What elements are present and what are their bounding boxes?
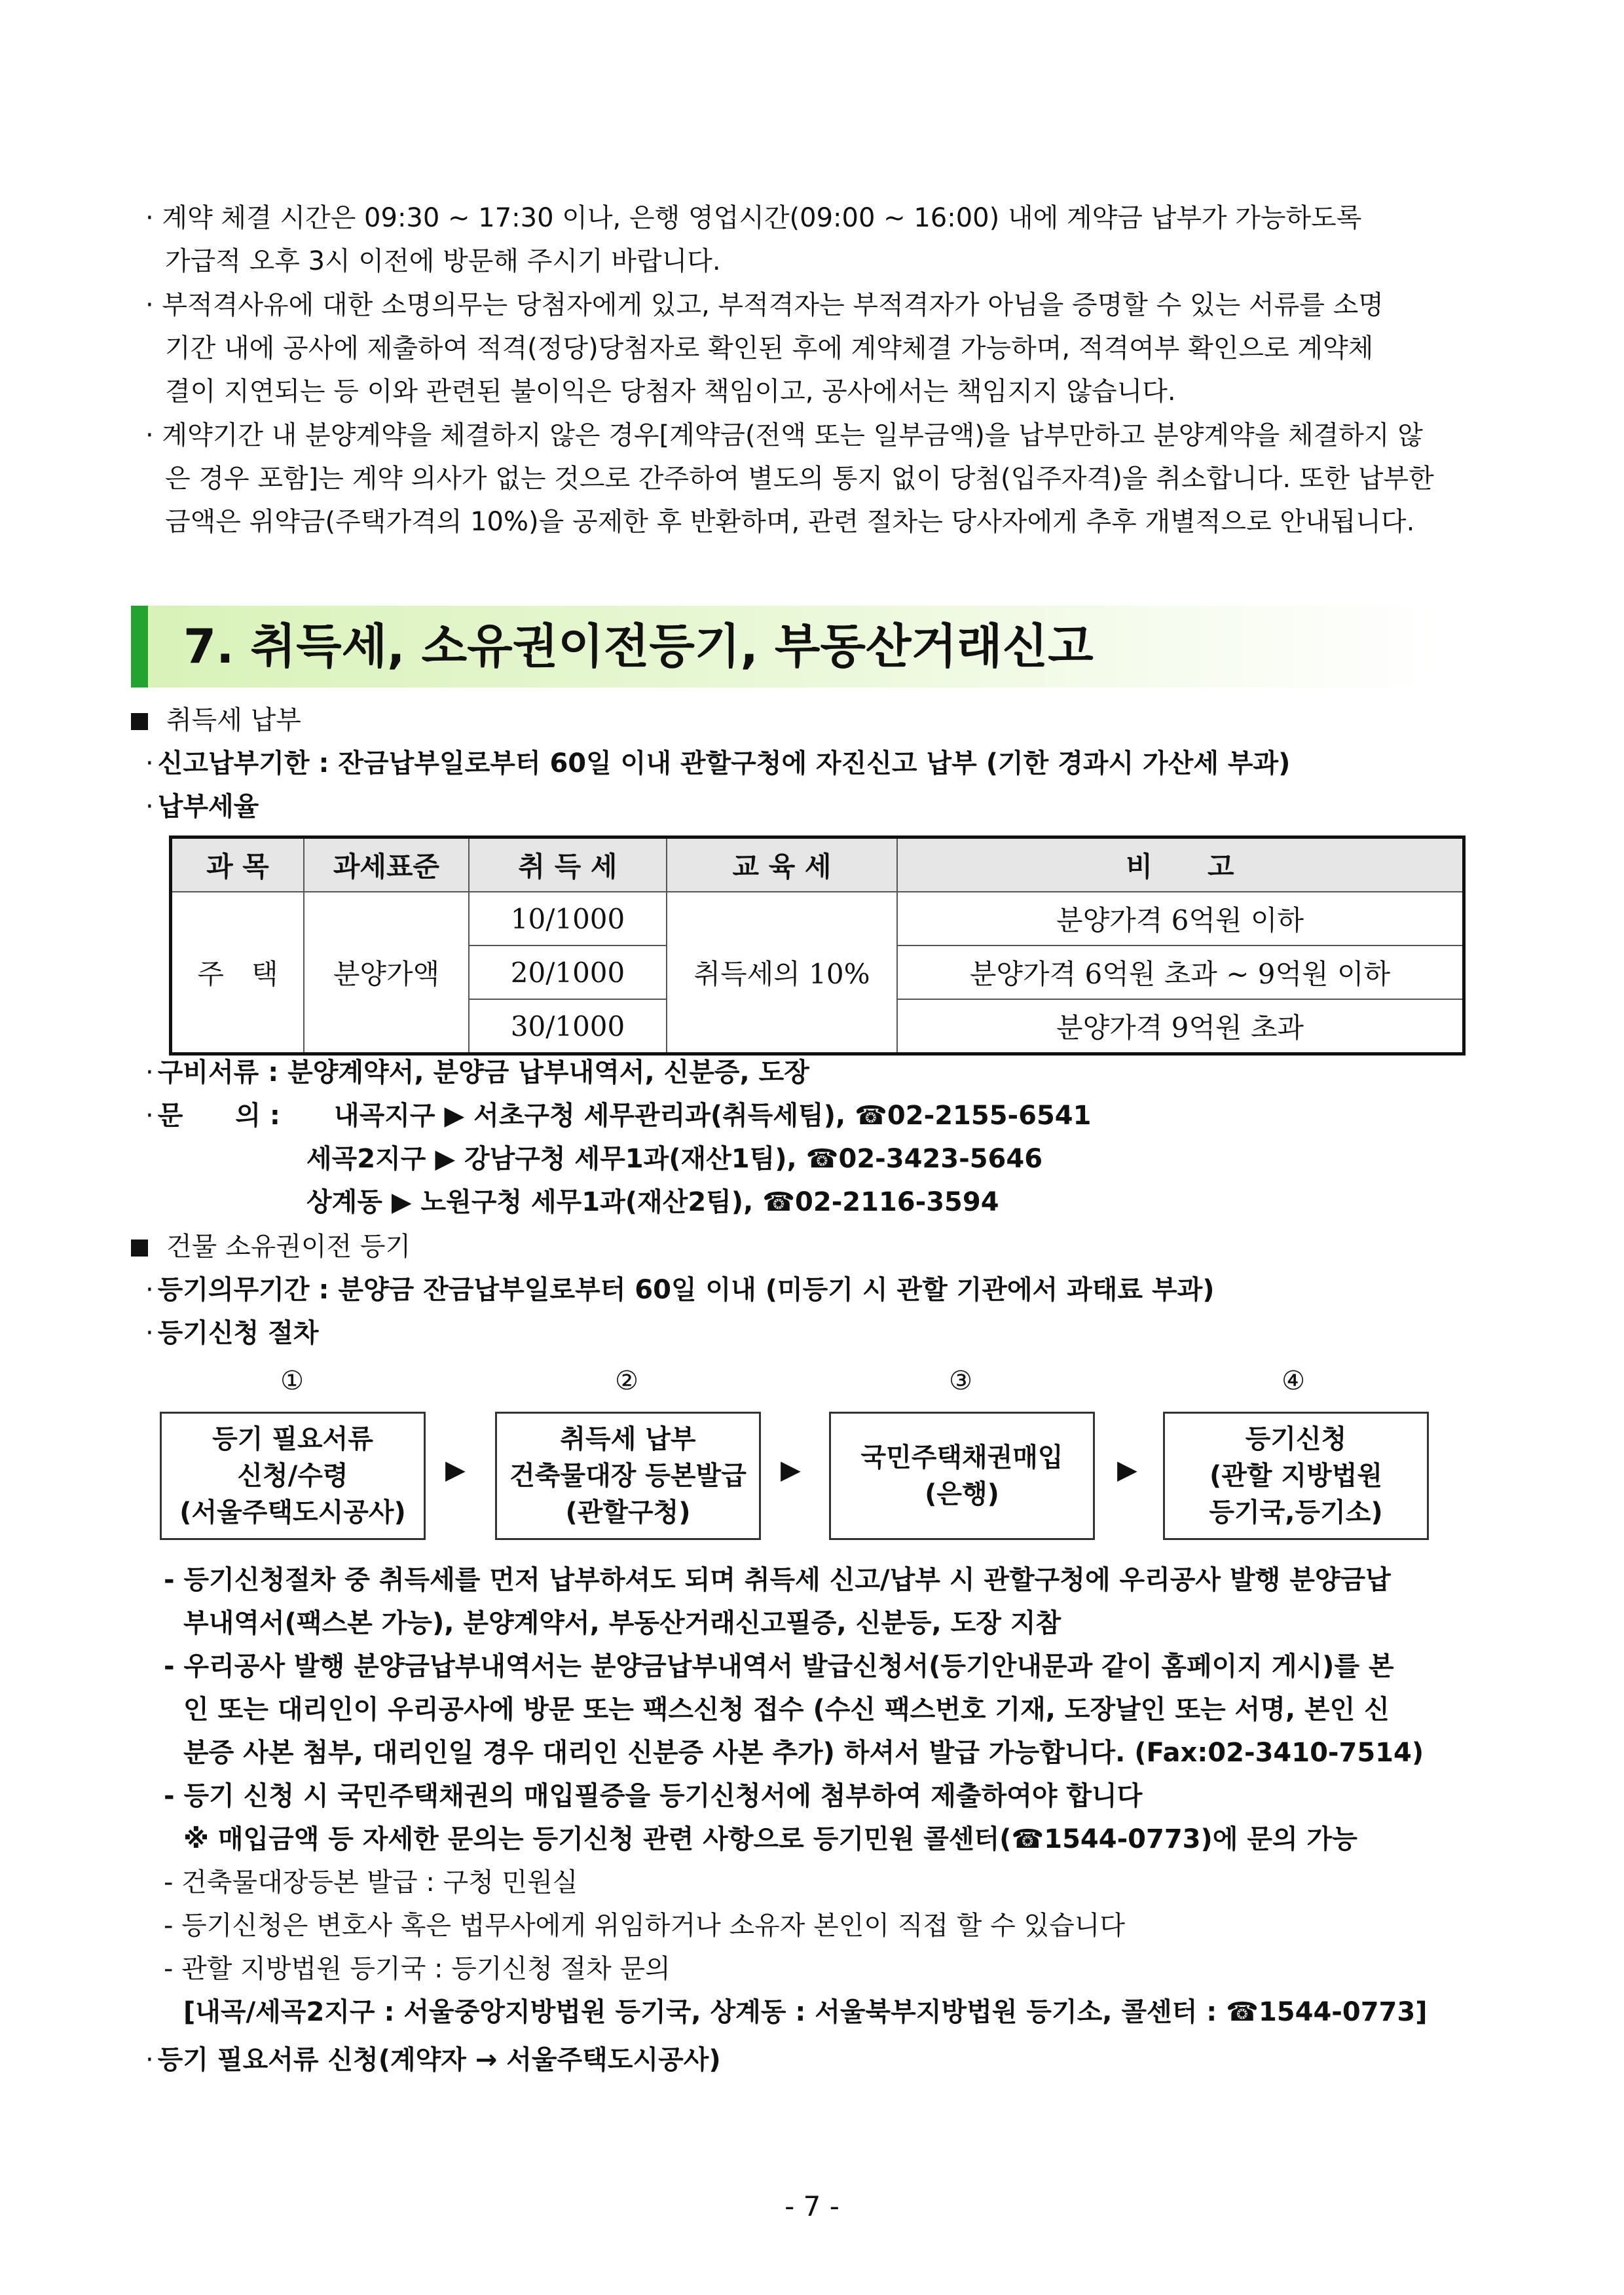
table-cell-note: 분양가격 6억원 초과 ~ 9억원 이하	[897, 946, 1464, 999]
table-cell-rate: 30/1000	[469, 999, 667, 1054]
contact-segok: 세곡2지구 ▶ 강남구청 세무1과(재산1팀), ☎02-3423-5646	[306, 1144, 1043, 1174]
acq-tax-table	[169, 835, 1466, 1056]
registration-notes: - 등기신청절차 중 취득세를 먼저 납부하셔도 되며 취득세 신고/납부 시 관할구청에 우리공사 발행 분양금납 부내역서(팩스본 가능), 분양계약서, 부동산거래신고필증, 신분등, 도장 지참 - 우리공사 발행 분양금납부내역서는 분양금납부내역서 발급신청서(등기안내문과 같이 홈페이지 게시)를 본 인 또는 대리인이 우리공사에 방문 또는 팩스신청 접수 (수신 팩스번호 기재, 도장날인 또는 서명, 본인 신 분증 사본 첨부, 대리인일 경우 대리인 신분증 사본 추가) 하셔서 발급 가능합니다. (Fax:02-3410-7514) - 등기 신청 시 국민주택채권의 매입필증을 등기신청서에 첨부하여 제출하여야 합니다 ※ 매입금액 등 자세한 문의는 등기신청 관련 사항으로 등기민원 콜센터(☎1544-0773)에 문의 가능 - 건축물대장등본 발급 : 구청 민원실 - 등기신청은 변호사 혹은 법무사에게 위임하거나 소유자 본인이 직접 할 수 있습니다 - 관할 지방법원 등기국 : 등기신청 절차 문의 [내곡/세곡2지구 : 서울중앙지방법원 등기국, 상계동 : 서울북부지방법원 등기소, 콜센터 : ☎1544-0773]	[164, 1565, 1428, 2027]
table-header-cell: 과 목	[171, 837, 304, 892]
registration-duty: · 등기의무기간 : 분양금 잔금납부일로부터 60일 이내 (미등기 시 관할 기관에서 과태료 부과)	[145, 1275, 1215, 1305]
acq-tax-heading: 취득세 납부	[131, 701, 301, 740]
square-bullet-icon	[131, 713, 148, 730]
contract-time-note: · 계약 체결 시간은 09:30 ~ 17:30 이나, 은행 영업시간(09:00 ~ 16:00) 내에 계약금 납부가 가능하도록 가급적 오후 3시 이전에 방문해 주시기 바랍니다.	[145, 203, 1362, 276]
table-header-cell: 교 육 세	[667, 837, 897, 892]
table-cell-note: 분양가격 6억원 이하	[897, 892, 1464, 946]
step-number: ①	[280, 1366, 304, 1396]
contact-naegok: 내곡지구 ▶ 서초구청 세무관리과(취득세팀), ☎02-2155-6541	[334, 1101, 1092, 1131]
arrow-right-icon: ▶	[781, 1455, 801, 1485]
arrow-right-icon: ▶	[1117, 1455, 1137, 1485]
registration-last-item: · 등기 필요서류 신청(계약자 → 서울주택도시공사)	[145, 2045, 721, 2075]
square-bullet-icon	[131, 1239, 148, 1257]
table-header-cell: 비 고	[897, 837, 1464, 892]
step-box-bond: 국민주택채권매입 (은행)	[829, 1412, 1095, 1540]
step-box-registration: 등기신청 (관할 지방법원 등기국,등기소)	[1163, 1412, 1429, 1540]
arrow-right-icon: ▶	[445, 1455, 466, 1485]
section-accent-bar	[131, 606, 148, 688]
table-row	[171, 892, 1464, 946]
contact-sanggye: 상계동 ▶ 노원구청 세무1과(재산2팀), ☎02-2116-3594	[306, 1187, 999, 1217]
table-cell-base: 분양가액	[304, 892, 469, 1054]
table-cell-edu: 취득세의 10%	[667, 892, 897, 1054]
table-cell-rate: 20/1000	[469, 946, 667, 999]
step-box-documents: 등기 필요서류 신청/수령 (서울주택도시공사)	[160, 1412, 426, 1540]
table-cell-rate: 10/1000	[469, 892, 667, 946]
table-cell-note: 분양가격 9억원 초과	[897, 999, 1464, 1054]
acq-required-docs: · 구비서류 : 분양계약서, 분양금 납부내역서, 신분증, 도장	[145, 1057, 809, 1088]
disqualification-note: · 부적격사유에 대한 소명의무는 당첨자에게 있고, 부적격자는 부적격자가 아님을 증명할 수 있는 서류를 소명 기간 내에 공사에 제출하여 적격(정당)당첨자로 확인된 후에 계약체결 가능하며, 적격여부 확인으로 계약체 결이 지연되는 등 이와 관련된 불이익은 당첨자 책임이고, 공사에서는 책임지지 않습니다.	[145, 290, 1384, 407]
section-heading	[131, 606, 1441, 688]
contract-cancel-note: · 계약기간 내 분양계약을 체결하지 않은 경우[계약금(전액 또는 일부금액)을 납부만하고 분양계약을 체결하지 않 은 경우 포함]는 계약 의사가 없는 것으로 간주하여 별도의 통지 없이 당첨(입주자격)을 취소합니다. 또한 납부한 금액은 위약금(주택가격의 10%)을 공제한 후 반환하며, 관련 절차는 당사자에게 추후 개별적으로 안내됩니다.	[145, 420, 1434, 537]
registration-heading: 건물 소유권이전 등기	[131, 1227, 411, 1266]
step-box-tax: 취득세 납부 건축물대장 등본발급 (관할구청)	[495, 1412, 761, 1540]
page-number: - 7 -	[784, 2190, 840, 2222]
step-number: ④	[1282, 1366, 1305, 1396]
acq-rate-label: · 납부세율	[145, 792, 259, 822]
acq-deadline: · 신고납부기한 : 잔금납부일로부터 60일 이내 관할구청에 자진신고 납부 (기한 경과시 가산세 부과)	[145, 748, 1291, 779]
table-header-row	[171, 837, 1464, 892]
table-header-cell: 과세표준	[304, 837, 469, 892]
registration-proc-label: · 등기신청 절차	[145, 1318, 319, 1348]
inquiry-label: · 문 의 :	[145, 1101, 280, 1131]
step-number: ③	[949, 1366, 972, 1396]
table-header-cell: 취 득 세	[469, 837, 667, 892]
step-number: ②	[615, 1366, 638, 1396]
section-title-text: 7. 취득세, 소유권이전등기, 부동산거래신고	[183, 619, 1094, 674]
table-cell-subject: 주 택	[171, 892, 304, 1054]
